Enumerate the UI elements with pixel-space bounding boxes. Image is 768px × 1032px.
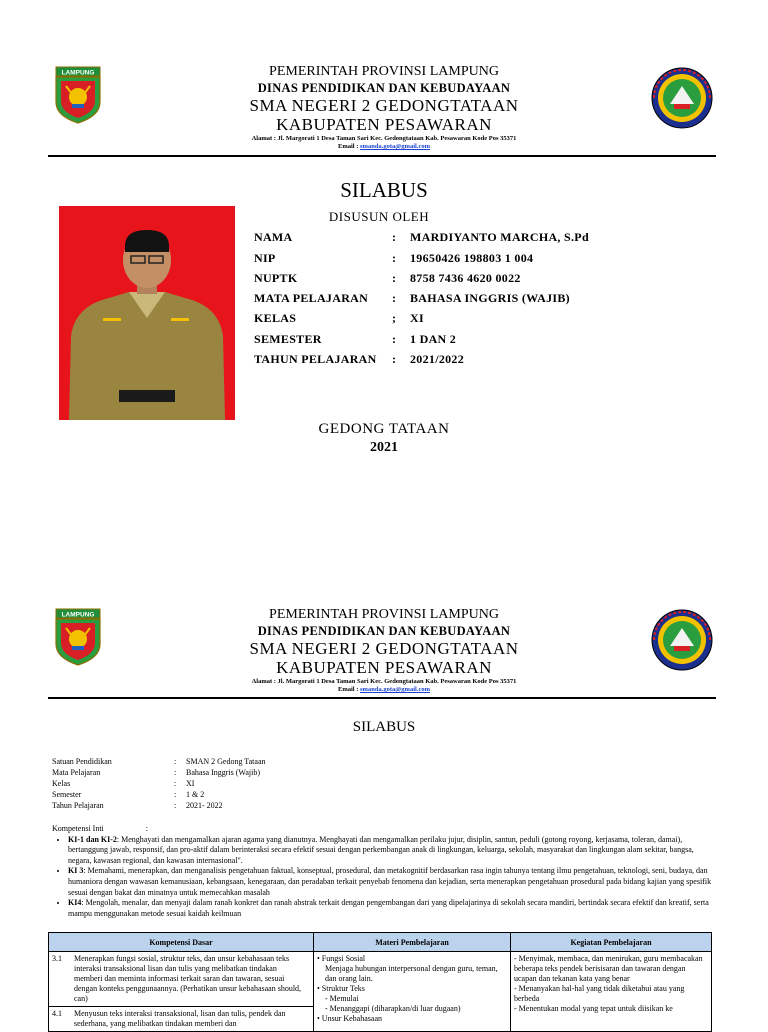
school-emblem-icon bbox=[650, 66, 714, 130]
info-label: TAHUN PELAJARAN bbox=[254, 352, 377, 366]
meta-value: 1 & 2 bbox=[186, 790, 205, 799]
kd-item bbox=[49, 1007, 313, 1031]
meta-label: Tahun Pelajaran bbox=[52, 801, 104, 810]
header-divider bbox=[48, 697, 716, 699]
column-header: Kompetensi Dasar bbox=[49, 933, 314, 952]
page-title: SILABUS bbox=[340, 178, 428, 202]
header-line-2: DINAS PENDIDIKAN DAN KEBUDAYAAN bbox=[257, 81, 511, 95]
ki-heading-colon: : bbox=[145, 824, 149, 833]
lampung-emblem-label: LAMPUNG bbox=[61, 69, 95, 77]
meta-value: XI bbox=[186, 779, 195, 788]
info-value: BAHASA INGGRIS (WAJIB) bbox=[410, 291, 570, 305]
person-portrait-icon bbox=[59, 206, 235, 420]
kd-number: 3.1 bbox=[52, 954, 62, 963]
kegiatan-line: - Menanyakan hal-hal yang tidak diketahui atau yang berbeda bbox=[514, 984, 685, 1003]
header-line-4: KABUPATEN PESAWARAN bbox=[276, 115, 492, 134]
kd-number: 4.1 bbox=[52, 1009, 62, 1018]
info-colon: : bbox=[392, 352, 397, 366]
info-value: 1 DAN 2 bbox=[410, 332, 457, 346]
header-email-row bbox=[0, 686, 768, 693]
meta-label: Kelas bbox=[52, 779, 71, 788]
meta-label: Satuan Pendidikan bbox=[52, 757, 112, 766]
header-line-3: SMA NEGERI 2 GEDONGTATAAN bbox=[249, 96, 519, 115]
header-line-1: PEMERINTAH PROVINSI LAMPUNG bbox=[269, 607, 499, 622]
ki-label: KI4 bbox=[68, 898, 82, 908]
header-address: Alamat : Jl. Margorati 1 Desa Taman Sari Kec. Gedongtataan Kab. Pesawaran Kode Pos 35371 bbox=[251, 135, 517, 142]
info-colon: : bbox=[392, 291, 397, 305]
info-colon: : bbox=[392, 230, 397, 244]
table-row bbox=[49, 952, 712, 1032]
info-label: KELAS bbox=[254, 311, 297, 325]
table-header-row bbox=[49, 933, 712, 952]
lampung-emblem-label: LAMPUNG bbox=[61, 611, 95, 619]
silabus-table bbox=[48, 932, 712, 1032]
email-label: Email : bbox=[338, 686, 359, 693]
author-photo bbox=[59, 206, 235, 420]
meta-value: Bahasa Inggris (Wajib) bbox=[186, 768, 260, 777]
page-2-title: SILABUS bbox=[352, 719, 416, 735]
email-link[interactable]: smanda.gota@gmail.com bbox=[360, 686, 430, 693]
info-colon: : bbox=[392, 332, 397, 346]
meta-label: Semester bbox=[52, 790, 82, 799]
kd-text: Menerapkan fungsi sosial, struktur teks, dan unsur kebahasaan teks interaksi transaksional lisan dan tulis yang melibatkan tindakan memberi dan meminta informasi terkait saran dan tawaran, sesuai dengan konteks penggunaannya. (Perhatikan unsur kebahasaan should, can) bbox=[74, 954, 302, 1003]
info-value: MARDIYANTO MARCHA, S.Pd bbox=[410, 230, 589, 244]
info-value: XI bbox=[410, 311, 424, 325]
ki-label: KI-1 dan KI-2 bbox=[68, 834, 117, 844]
ki-item bbox=[68, 898, 712, 919]
materi-line: Menjaga hubungan interpersonal dengan guru, teman, dan orang lain. bbox=[325, 964, 498, 983]
header-address: Alamat : Jl. Margorati 1 Desa Taman Sari Kec. Gedongtataan Kab. Pesawaran Kode Pos 35371 bbox=[251, 678, 517, 685]
year-label: 2021 bbox=[370, 440, 398, 455]
info-value: 8758 7436 4620 0022 bbox=[410, 271, 521, 285]
ki-label: KI 3 bbox=[68, 866, 84, 876]
info-colon: ; bbox=[392, 311, 397, 325]
header-email-row bbox=[0, 143, 768, 150]
info-label: NAMA bbox=[254, 230, 293, 244]
email-link[interactable]: smanda.gota@gmail.com bbox=[360, 143, 430, 150]
ki-heading: Kompetensi Inti bbox=[52, 824, 104, 833]
email-label: Email : bbox=[338, 143, 359, 150]
kompetensi-inti-section bbox=[52, 824, 712, 919]
materi-line: • Unsur Kebahasaan bbox=[317, 1014, 382, 1023]
kegiatan-cell bbox=[511, 952, 712, 1032]
kegiatan-line: - Menentukan modal yang tepat untuk diisikan ke bbox=[514, 1004, 673, 1013]
meta-label: Mata Pelajaran bbox=[52, 768, 101, 777]
info-value: 2021/2022 bbox=[410, 352, 465, 366]
materi-line: - Memulai bbox=[325, 994, 359, 1003]
header-line-4: KABUPATEN PESAWARAN bbox=[276, 658, 492, 677]
ki-text: : Mengolah, menalar, dan menyaji dalam ranah konkret dan ranah abstrak terkait dengan pengembangan dari yang dipelajarinya di sekolah secara mandiri, bertindak secara efektif dan kreatif, serta mampu menggunakan metode sesuai kaidah keilmuan bbox=[68, 898, 709, 918]
materi-line: - Menanggapi (diharapkan/di luar dugaan) bbox=[325, 1004, 461, 1013]
info-label: NIP bbox=[254, 251, 276, 265]
kd-text: Menyusun teks interaksi transaksional, lisan dan tulis, pendek dan sederhana, yang melibatkan tindakan memberi dan bbox=[74, 1009, 286, 1028]
ki-text: : Memahami, menerapkan, dan menganalisis pengetahuan faktual, konseptual, prosedural, dan metakognitif berdasarkan rasa ingin tahunya tentang ilmu pengetahuan, teknologi, seni, budaya, dan humaniora dengan wawasan kemanusiaan, kebangsaan, kenegaraan, dan peradaban terkait penyebab fenomena dan kejadian, serta menerapkan pengetahuan prosedural pada bidang kajian yang spesifik sesuai dengan bakat dan minatnya untuk memecahkan masalah bbox=[68, 866, 712, 897]
info-colon: : bbox=[392, 251, 397, 265]
materi-line: • Fungsi Sosial bbox=[317, 954, 366, 963]
prepared-by-heading: DISUSUN OLEH bbox=[328, 209, 430, 224]
ki-text: : Menghayati dan mengamalkan ajaran agama yang dianutnya. Menghayati dan mengamalkan perilaku jujur, disiplin, santun, peduli (gotong royong, kerjasama, toleran, damai), bertanggung jawab, responsif, dan pro-aktif dalam berinteraksi secara efektif sesuai dengan perkembangan anak di lingkungan, keluarga, sekolah, masyarakat dan lingkungan alam sekitar, bangsa, negara, kawasan regional, dan kawasan internasional". bbox=[68, 834, 694, 865]
header-line-3: SMA NEGERI 2 GEDONGTATAAN bbox=[249, 639, 519, 658]
kd-item bbox=[49, 952, 313, 1007]
info-label: SEMESTER bbox=[254, 332, 322, 346]
ki-heading-row bbox=[52, 824, 712, 835]
header-line-1: PEMERINTAH PROVINSI LAMPUNG bbox=[269, 64, 499, 79]
ki-list bbox=[52, 835, 712, 920]
info-label: MATA PELAJARAN bbox=[254, 291, 369, 305]
header-divider bbox=[48, 155, 716, 157]
column-header: Kegiatan Pembelajaran bbox=[511, 933, 712, 952]
kegiatan-line: - Menyimak, membaca, dan menirukan, guru membacakan beberapa teks pendek berisisaran dan tawaran dengan ucapan dan tekanan kata yang benar bbox=[514, 954, 703, 983]
ki-item bbox=[68, 835, 712, 867]
column-header: Materi Pembelajaran bbox=[314, 933, 511, 952]
school-emblem-icon bbox=[650, 608, 714, 672]
info-label: NUPTK bbox=[254, 271, 298, 285]
materi-line: • Struktur Teks bbox=[317, 984, 365, 993]
info-value: 19650426 198803 1 004 bbox=[410, 251, 534, 265]
info-colon: : bbox=[392, 271, 397, 285]
header-line-2: DINAS PENDIDIKAN DAN KEBUDAYAAN bbox=[257, 624, 511, 638]
materi-cell bbox=[314, 952, 511, 1032]
meta-value: SMAN 2 Gedong Tataan bbox=[186, 757, 266, 766]
kd-cell bbox=[49, 952, 314, 1032]
meta-value: 2021- 2022 bbox=[186, 801, 223, 810]
place-label: GEDONG TATAAN bbox=[318, 421, 450, 437]
ki-item bbox=[68, 866, 712, 898]
